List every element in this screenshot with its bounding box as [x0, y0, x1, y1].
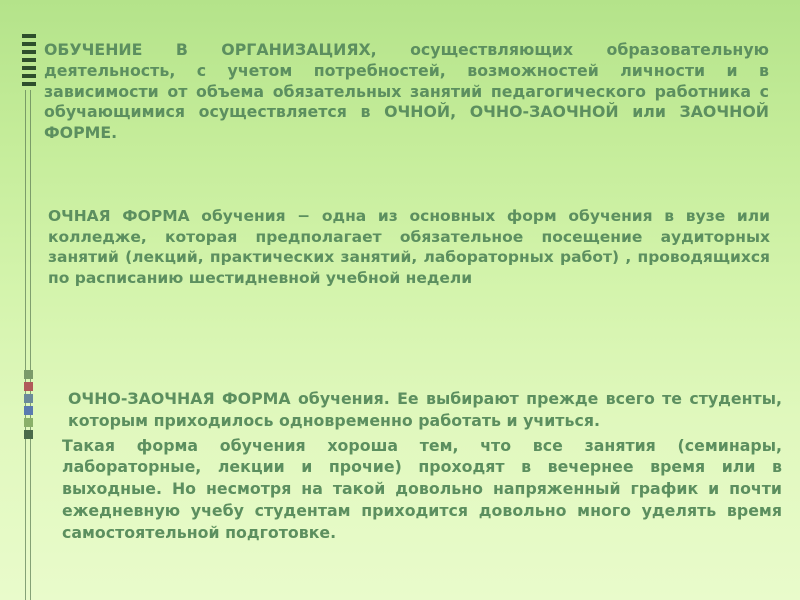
decoration-square — [24, 418, 33, 427]
decoration-bar — [22, 42, 36, 46]
decoration-square — [24, 382, 33, 391]
paragraph-part-time-details: Такая форма обучения хороша тем, что все занятия (семинары, лабораторные, лекции и прочие) проходят в вечернее время или в выходные. Но несмотря на такой довольно напряженный график и почти ежедневную учебу студентам приходится довольно много уделять время самостоятельной подготовке. — [62, 435, 782, 542]
section-part-time-form — [62, 388, 782, 544]
decoration-bar — [22, 74, 36, 78]
decoration-bar — [22, 50, 36, 54]
paragraph-training-forms: ОБУЧЕНИЕ В ОРГАНИЗАЦИЯХ, осуществляющих образовательную деятельность, с учетом потребностей, возможностей личности и в зависимости от объема обязательных занятий педагогического работника с обучающимися осуществляется в ОЧНОЙ, ОЧНО-ЗАОЧНОЙ или ЗАОЧНОЙ ФОРМЕ. — [44, 40, 769, 143]
decoration-bar — [22, 58, 36, 62]
decoration-square — [24, 370, 33, 379]
decoration-square — [24, 394, 33, 403]
left-decoration — [22, 30, 36, 600]
paragraph-full-time-form: ОЧНАЯ ФОРМА обучения − одна из основных форм обучения в вузе или колледже, которая предполагает обязательное посещение аудиторных занятий (лекций, практических занятий, лабораторных работ) , проводящихся по расписанию шестидневной учебной недели — [48, 207, 770, 287]
decoration-square — [24, 430, 33, 439]
decoration-line — [30, 90, 31, 600]
decoration-square — [24, 406, 33, 415]
decoration-bar — [22, 82, 36, 86]
decoration-bar — [22, 34, 36, 38]
paragraph-part-time-intro: ОЧНО-ЗАОЧНАЯ ФОРМА обучения. Ее выбирают прежде всего те студенты, которым приходилось одновременно работать и учиться. — [68, 389, 782, 430]
decoration-bar — [22, 66, 36, 70]
decoration-line — [25, 90, 26, 600]
